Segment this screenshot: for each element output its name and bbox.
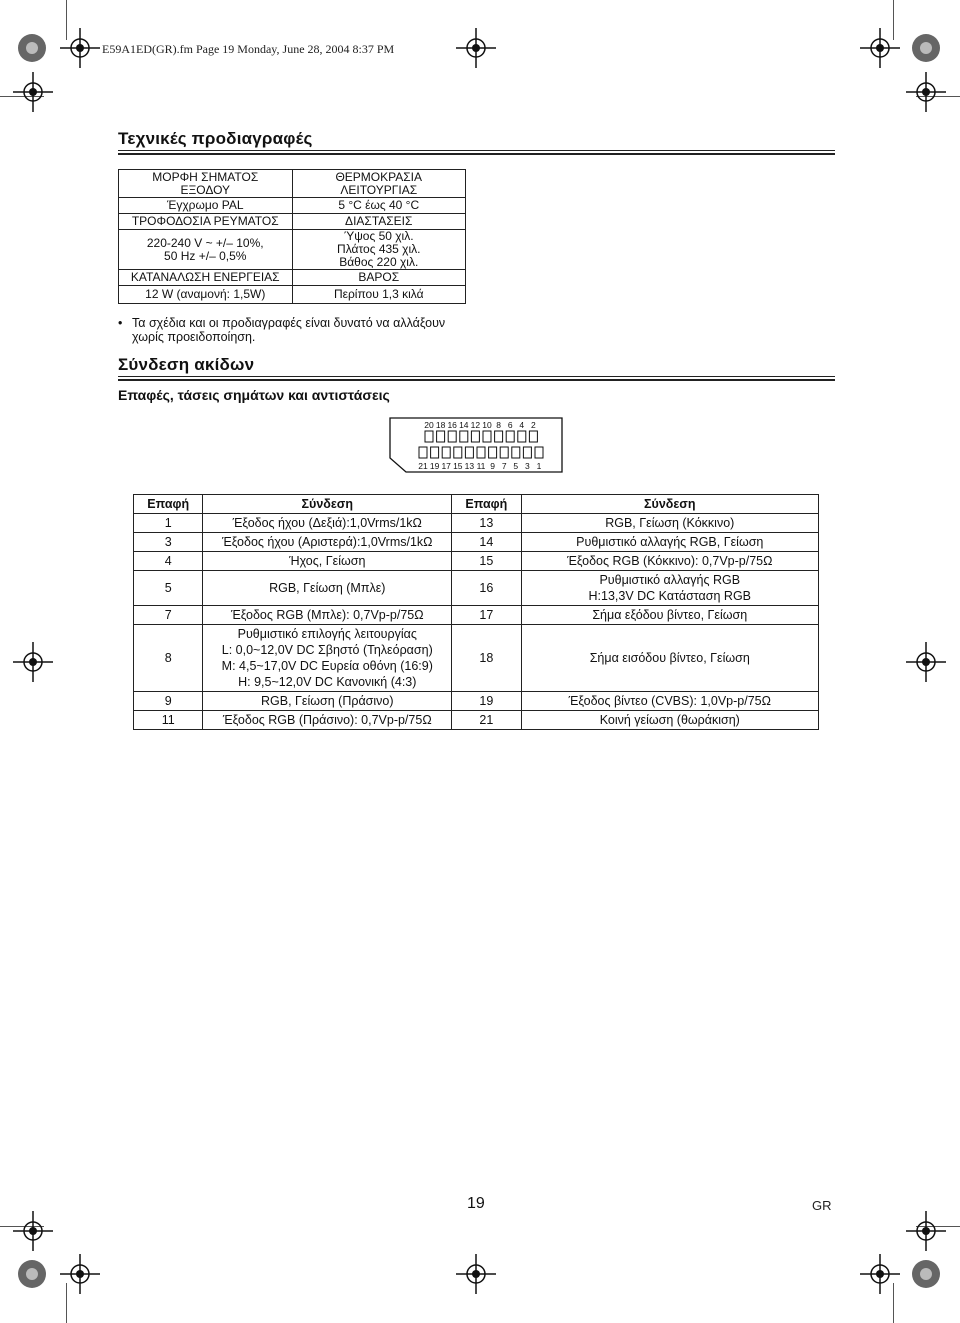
table-row	[134, 514, 819, 533]
crosshair-icon	[13, 72, 53, 112]
connector-bottom-label: 5	[513, 461, 519, 471]
connector-top-label: 20	[424, 420, 434, 430]
pin-table-header: Επαφή	[134, 495, 203, 514]
pin-number-cell: 21	[452, 711, 521, 730]
connector-bottom-label: 15	[453, 461, 463, 471]
pin-number-cell: 9	[134, 692, 203, 711]
connector-bottom-label: 17	[441, 461, 451, 471]
bullet-icon: •	[118, 316, 123, 330]
connector-top-label: 4	[519, 420, 525, 430]
connector-pin	[535, 447, 543, 458]
pin-number-cell: 14	[452, 533, 521, 552]
connector-bottom-label: 7	[501, 461, 507, 471]
spec-cell-left: ΚΑΤΑΝΑΛΩΣΗ ΕΝΕΡΓΕΙΑΣ	[119, 270, 293, 286]
pin-number-cell: 5	[134, 571, 203, 606]
connector-bottom-label: 3	[525, 461, 530, 471]
connector-pin	[454, 447, 462, 458]
pin-number-cell: 13	[452, 514, 521, 533]
connector-top-label: 14	[459, 420, 469, 430]
spec-cell-left: ΜΟΡΦΗ ΣΗΜΑΤΟΣ ΕΞΟΔΟΥ	[119, 170, 293, 198]
pin-connection-cell: Ρυθμιστικό επιλογής λειτουργίας L: 0,0~12,0V DC Σβηστό (Τηλεόραση) M: 4,5~17,0V DC Ευρεία οθόνη (16:9) H: 9,5~12,0V DC Κανονική (4:3)	[203, 625, 452, 692]
connector-bottom-label: 1	[536, 461, 542, 471]
spec-cell-right: 5 °C έως 40 °C	[292, 198, 466, 214]
crosshair-icon	[456, 1254, 496, 1294]
disclaimer-note	[118, 316, 448, 344]
table-row	[134, 571, 819, 606]
pin-table-header: Σύνδεση	[521, 495, 818, 514]
spec-row	[119, 230, 466, 270]
crosshair-icon	[60, 28, 100, 68]
connector-pin	[529, 431, 537, 442]
connector-pin	[437, 431, 445, 442]
registration-mark-icon	[14, 30, 50, 66]
pin-number-cell: 19	[452, 692, 521, 711]
connector-bottom-label: 21	[418, 461, 428, 471]
spec-cell-right: ΒΑΡΟΣ	[292, 270, 466, 286]
crosshair-icon	[860, 28, 900, 68]
pin-number-cell: 17	[452, 606, 521, 625]
spec-cell-left: Έγχρωμο PAL	[119, 198, 293, 214]
section-title-specifications: Τεχνικές προδιαγραφές	[118, 129, 313, 148]
pin-connection-cell: Ρυθμιστικό αλλαγής RGB, Γείωση	[521, 533, 818, 552]
page-number: 19	[467, 1195, 485, 1212]
pin-connection-cell: Έξοδος ήχου (Αριστερά):1,0Vrms/1kΩ	[203, 533, 452, 552]
connector-pin	[419, 447, 427, 458]
pin-table	[133, 494, 819, 730]
pin-connection-cell: Κοινή γείωση (θωράκιση)	[521, 711, 818, 730]
connector-pin	[460, 431, 468, 442]
table-row	[134, 692, 819, 711]
crosshair-icon	[13, 642, 53, 682]
crosshair-icon	[906, 1211, 946, 1251]
pin-connection-cell: RGB, Γείωση (Μπλε)	[203, 571, 452, 606]
pin-connection-cell: Σήμα εξόδου βίντεο, Γείωση	[521, 606, 818, 625]
pin-number-cell: 4	[134, 552, 203, 571]
scart-connector-diagram	[388, 416, 564, 474]
crosshair-icon	[13, 1211, 53, 1251]
connector-pin	[471, 431, 479, 442]
connector-top-label: 10	[482, 420, 492, 430]
connector-pin	[442, 447, 450, 458]
connector-pin	[495, 431, 503, 442]
spec-row	[119, 270, 466, 286]
file-header-line: E59A1ED(GR).fm Page 19 Monday, June 28, 2004 8:37 PM	[102, 42, 395, 56]
spec-row	[119, 214, 466, 230]
connector-pin	[500, 447, 508, 458]
note-text: Τα σχέδια και οι προδιαγραφές είναι δυνατό να αλλάξουν χωρίς προειδοποίηση.	[132, 316, 446, 344]
connector-pin	[512, 447, 520, 458]
crosshair-icon	[860, 1254, 900, 1294]
connector-pin	[523, 447, 531, 458]
connector-pin	[425, 431, 433, 442]
language-code: GR	[812, 1198, 832, 1213]
connector-pin	[431, 447, 439, 458]
connector-pin	[518, 431, 526, 442]
spec-cell-left: 220-240 V ~ +/– 10%, 50 Hz +/– 0,5%	[119, 230, 293, 270]
pin-connection-cell: Έξοδος ήχου (Δεξιά):1,0Vrms/1kΩ	[203, 514, 452, 533]
connector-top-label: 2	[531, 420, 536, 430]
table-row	[134, 606, 819, 625]
pin-number-cell: 18	[452, 625, 521, 692]
connector-bottom-label: 9	[490, 461, 495, 471]
spec-cell-right: ΘΕΡΜΟΚΡΑΣΙΑ ΛΕΙΤΟΥΡΓΙΑΣ	[292, 170, 466, 198]
pin-connection-cell: Έξοδος βίντεο (CVBS): 1,0Vp-p/75Ω	[521, 692, 818, 711]
pin-table-header: Επαφή	[452, 495, 521, 514]
pin-connection-cell: Σήμα εισόδου βίντεο, Γείωση	[521, 625, 818, 692]
connector-pin	[489, 447, 497, 458]
spec-cell-right: Ύψος 50 χιλ. Πλάτος 435 χιλ. Βάθος 220 χιλ.	[292, 230, 466, 270]
connector-bottom-label: 19	[429, 461, 440, 471]
crosshair-icon	[906, 72, 946, 112]
pin-connection-cell: Έξοδος RGB (Κόκκινο): 0,7Vp-p/75Ω	[521, 552, 818, 571]
connector-top-label: 6	[507, 420, 513, 430]
pin-number-cell: 7	[134, 606, 203, 625]
table-row	[134, 625, 819, 692]
connector-bottom-label: 11	[476, 461, 486, 471]
registration-mark-icon	[908, 30, 944, 66]
pin-connection-cell: RGB, Γείωση (Πράσινο)	[203, 692, 452, 711]
pin-connection-cell: Ρυθμιστικό αλλαγής RGB H:13,3V DC Κατάσταση RGB	[521, 571, 818, 606]
spec-cell-right: ΔΙΑΣΤΑΣΕΙΣ	[292, 214, 466, 230]
connector-top-label: 8	[496, 420, 501, 430]
pin-number-cell: 15	[452, 552, 521, 571]
connector-pin	[477, 447, 485, 458]
pin-connection-cell: RGB, Γείωση (Κόκκινο)	[521, 514, 818, 533]
pin-number-cell: 3	[134, 533, 203, 552]
section-rule	[118, 376, 835, 381]
connector-pin	[506, 431, 514, 442]
spec-cell-right: Περίπου 1,3 κιλά	[292, 286, 466, 304]
spec-row	[119, 170, 466, 198]
connector-pin	[465, 447, 473, 458]
registration-mark-icon	[908, 1256, 944, 1292]
pin-connection-cell: Έξοδος RGB (Πράσινο): 0,7Vp-p/75Ω	[203, 711, 452, 730]
pin-subtitle: Επαφές, τάσεις σημάτων και αντιστάσεις	[118, 387, 390, 403]
crosshair-icon	[906, 642, 946, 682]
registration-mark-icon	[14, 1256, 50, 1292]
table-row	[134, 533, 819, 552]
spec-cell-left: ΤΡΟΦΟΔΟΣΙΑ ΡΕΥΜΑΤΟΣ	[119, 214, 293, 230]
spec-cell-left: 12 W (αναμονή: 1,5W)	[119, 286, 293, 304]
pin-number-cell: 11	[134, 711, 203, 730]
connector-pin	[448, 431, 456, 442]
spec-row	[119, 198, 466, 214]
pin-number-cell: 16	[452, 571, 521, 606]
connector-top-label: 18	[435, 420, 446, 430]
table-row	[134, 711, 819, 730]
connector-top-label: 16	[447, 420, 457, 430]
pin-connection-cell: Ήχος, Γείωση	[203, 552, 452, 571]
pin-number-cell: 1	[134, 514, 203, 533]
connector-top-label: 12	[470, 420, 481, 430]
section-rule	[118, 150, 835, 155]
connector-bottom-label: 13	[464, 461, 475, 471]
section-title-pin-connection: Σύνδεση ακίδων	[118, 355, 255, 374]
pin-table-header: Σύνδεση	[203, 495, 452, 514]
pin-number-cell: 8	[134, 625, 203, 692]
spec-table	[118, 169, 466, 304]
connector-pin	[483, 431, 491, 442]
crosshair-icon	[60, 1254, 100, 1294]
pin-connection-cell: Έξοδος RGB (Μπλε): 0,7Vp-p/75Ω	[203, 606, 452, 625]
spec-row	[119, 286, 466, 304]
table-row	[134, 552, 819, 571]
crosshair-icon	[456, 28, 496, 68]
